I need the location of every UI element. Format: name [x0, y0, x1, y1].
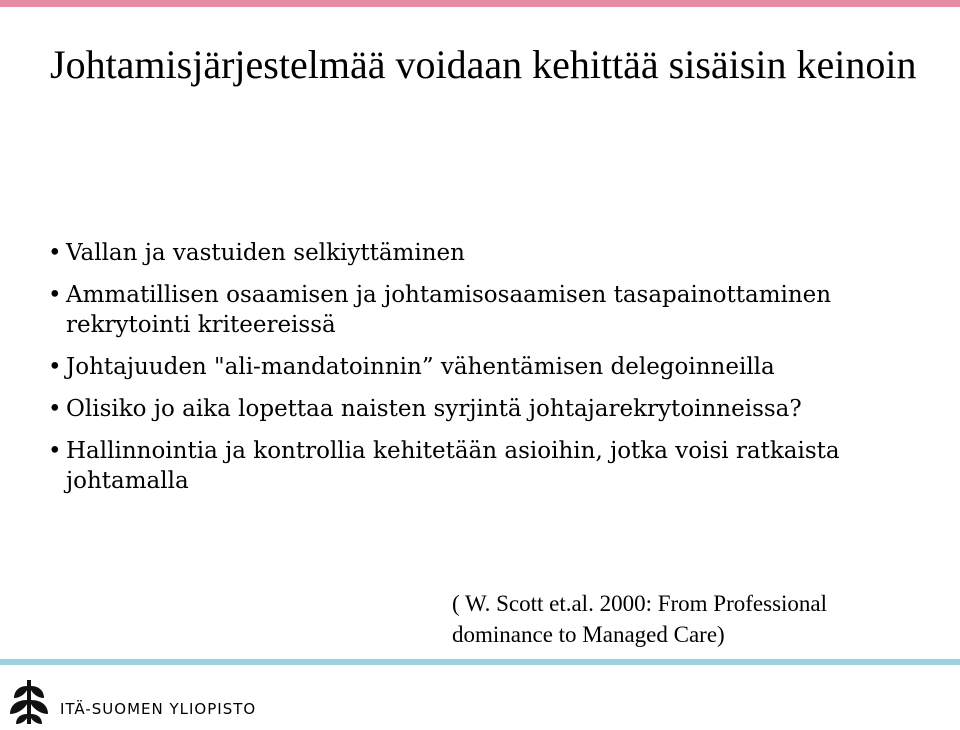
bullet-item: [48, 238, 928, 268]
bullet-list: [48, 238, 928, 508]
bullet-item: [48, 394, 928, 424]
bullet-dot: •: [48, 438, 62, 464]
bullet-text: Ammatillisen osaamisen ja johtamisosaamisen tasapainottaminen rekrytointi kriteereissä: [66, 282, 832, 338]
bullet-item: [48, 436, 928, 496]
bullet-dot: •: [48, 240, 62, 266]
university-name: ITÄ-SUOMEN YLIOPISTO: [60, 700, 257, 718]
slide-title: Johtamisjärjestelmää voidaan kehittää sisäisin keinoin: [50, 42, 917, 87]
bullet-dot: •: [48, 282, 62, 308]
university-logo-icon: [8, 678, 50, 726]
bullet-dot: •: [48, 354, 62, 380]
bullet-text: Johtajuuden "ali-mandatoinnin” vähentämisen delegoinneilla: [66, 354, 775, 380]
bullet-text: Hallinnointia ja kontrollia kehitetään asioihin, jotka voisi ratkaista johtamalla: [66, 438, 840, 494]
bottom-accent-bar: [0, 659, 960, 665]
bullet-text: Olisiko jo aika lopettaa naisten syrjintä johtajarekrytoinneissa?: [66, 396, 802, 422]
top-accent-bar: [0, 0, 960, 7]
bullet-text: Vallan ja vastuiden selkiyttäminen: [66, 240, 465, 266]
bullet-dot: •: [48, 396, 62, 422]
citation-text: ( W. Scott et.al. 2000: From Professional dominance to Managed Care): [452, 591, 828, 647]
bullet-item: [48, 280, 928, 340]
bullet-item: [48, 352, 928, 382]
